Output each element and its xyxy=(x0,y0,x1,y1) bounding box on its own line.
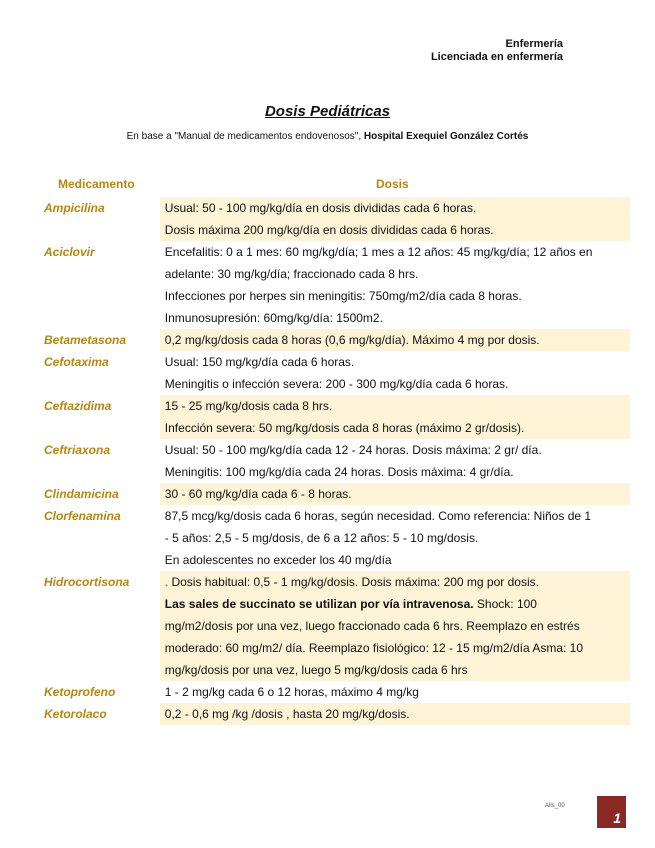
dose-line: Infecciones por herpes sin meningitis: 750mg/m2/día cada 8 horas. xyxy=(164,289,522,303)
table-row xyxy=(43,439,630,483)
table-row xyxy=(43,395,630,439)
page-number-label: 1 xyxy=(613,810,621,826)
dose-line: 0,2 mg/kg/dosis cada 8 horas (0,6 mg/kg/día). Máximo 4 mg por dosis. xyxy=(164,333,540,347)
dose-line: moderado: 60 mg/m2/ día. Reemplazo fisiológico: 12 - 15 mg/m2/día Asma: 10 xyxy=(164,641,584,655)
dose-cell xyxy=(160,351,630,395)
table-row xyxy=(43,241,630,329)
column-header-medicamento: Medicamento xyxy=(58,177,135,191)
dose-line: Inmunosupresión: 60mg/kg/día: 1500m2. xyxy=(164,311,383,325)
header-line-1: Enfermería xyxy=(505,38,563,50)
dose-line: Encefalitis: 0 a 1 mes: 60 mg/kg/día; 1 mes a 12 años: 45 mg/kg/día; 12 años en xyxy=(164,245,593,259)
dose-line: Dosis máxima 200 mg/kg/día en dosis divididas cada 6 horas. xyxy=(164,223,494,237)
drug-name: Aciclovir xyxy=(44,245,95,259)
dose-cell xyxy=(160,439,630,483)
dose-cell xyxy=(160,197,630,241)
dose-line: 1 - 2 mg/kg cada 6 o 12 horas, máximo 4 mg/kg xyxy=(164,685,419,699)
table-row xyxy=(43,483,630,505)
dose-bold-text: Las sales de succinato se utilizan por vía intravenosa. xyxy=(164,597,474,611)
drug-name: Ceftriaxona xyxy=(44,443,111,457)
table-row xyxy=(43,505,630,571)
dose-line: 0,2 - 0,6 mg /kg /dosis , hasta 20 mg/kg/dosis. xyxy=(164,707,410,721)
dose-line: Usual: 150 mg/kg/día cada 6 horas. xyxy=(164,355,355,369)
header-line-2: Licenciada en enfermería xyxy=(430,51,563,63)
dose-line: adelante: 30 mg/kg/día; fraccionado cada 8 hrs. xyxy=(164,267,419,281)
dose-line: Meningitis: 100 mg/kg/día cada 24 horas. Dosis máxima: 4 gr/día. xyxy=(164,465,514,479)
dose-line: 87,5 mcg/kg/dosis cada 6 horas, según necesidad. Como referencia: Niños de 1 xyxy=(164,509,592,523)
dose-line xyxy=(165,593,630,615)
dose-line: 30 - 60 mg/kg/día cada 6 - 8 horas. xyxy=(164,487,352,501)
drug-name: Ceftazidima xyxy=(44,399,112,413)
page-title: Dosis Pediátricas xyxy=(264,103,391,120)
table-row xyxy=(43,197,630,241)
table-row xyxy=(43,681,630,703)
dose-cell xyxy=(160,681,630,703)
dose-cell xyxy=(160,329,630,351)
dose-line: En adolescentes no exceder los 40 mg/día xyxy=(164,553,392,567)
table-row xyxy=(43,571,630,681)
dose-line: - 5 años: 2,5 - 5 mg/dosis, de 6 a 12 años: 5 - 10 mg/dosis. xyxy=(164,531,479,545)
drug-name: Clorfenamina xyxy=(44,509,121,523)
drug-name: Cefotaxima xyxy=(44,355,109,369)
drug-name: Clindamicina xyxy=(44,487,119,501)
subtitle-prefix: En base a "Manual de medicamentos endovenosos", xyxy=(126,131,364,142)
drug-name: Ketorolaco xyxy=(44,707,107,721)
dose-line: Usual: 50 - 100 mg/kg/día cada 12 - 24 horas. Dosis máxima: 2 gr/ día. xyxy=(164,443,542,457)
subtitle xyxy=(0,131,655,142)
dose-line: Infección severa: 50 mg/kg/dosis cada 8 horas (máximo 2 gr/dosis). xyxy=(164,421,525,435)
dose-text: Shock: 100 xyxy=(473,597,537,611)
drug-name: Ketoprofeno xyxy=(44,685,116,699)
dose-cell xyxy=(160,571,630,681)
drug-name: Hidrocortisona xyxy=(44,575,130,589)
table-row xyxy=(43,329,630,351)
dose-cell xyxy=(160,505,630,571)
drug-name: Betametasona xyxy=(44,333,127,347)
footer-code: Alls_00 xyxy=(545,803,565,809)
dose-cell xyxy=(160,395,630,439)
table-row xyxy=(43,703,630,725)
table-row xyxy=(43,351,630,395)
drug-name: Ampicilina xyxy=(44,201,105,215)
dose-cell xyxy=(160,483,630,505)
column-header-dosis: Dosis xyxy=(376,177,409,191)
dose-cell xyxy=(160,703,630,725)
dose-line: mg/m2/dosis por una vez, luego fraccionado cada 6 hrs. Reemplazo en estrés xyxy=(164,619,580,633)
dose-line: Meningitis o infección severa: 200 - 300 mg/kg/día cada 6 horas. xyxy=(164,377,509,391)
dose-line: 15 - 25 mg/kg/dosis cada 8 hrs. xyxy=(164,399,333,413)
dose-line: . Dosis habitual: 0,5 - 1 mg/kg/dosis. Dosis máxima: 200 mg por dosis. xyxy=(164,575,539,589)
dose-line: Usual: 50 - 100 mg/kg/día en dosis divididas cada 6 horas. xyxy=(164,201,477,215)
dosage-table xyxy=(43,197,630,725)
dose-cell xyxy=(160,241,630,329)
dose-line: mg/kg/dosis por una vez, luego 5 mg/kg/dosis cada 6 hrs xyxy=(164,663,468,677)
page-number xyxy=(597,796,626,828)
document-header xyxy=(431,38,563,64)
subtitle-hospital: Hospital Exequiel González Cortés xyxy=(363,131,529,142)
